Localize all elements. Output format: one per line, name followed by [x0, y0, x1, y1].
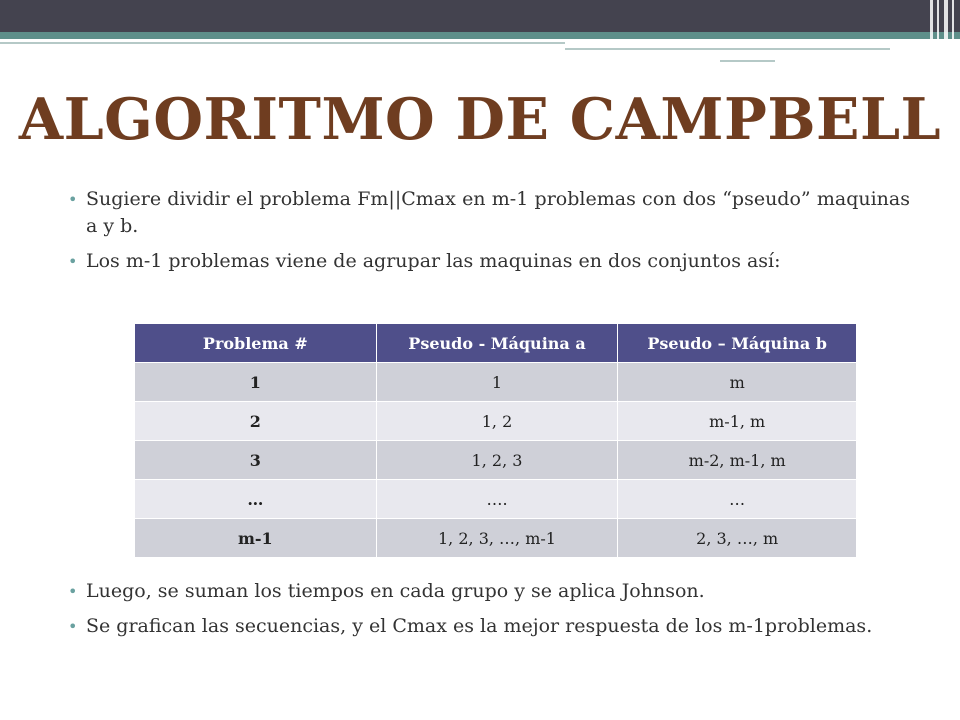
table-row	[135, 402, 857, 441]
header-maquina-a: Pseudo - Máquina a	[376, 324, 618, 363]
bullet-text: Luego, se suman los tiempos en cada grupo y se aplica Johnson.	[86, 580, 705, 602]
table-header-row	[135, 324, 857, 363]
bullet-icon: •	[68, 190, 78, 209]
cell-maquina-b: …	[618, 480, 857, 519]
decorative-stripe	[944, 0, 948, 50]
decorative-stripe	[930, 0, 933, 50]
campbell-table	[134, 323, 857, 558]
top-banner-accent	[0, 32, 960, 39]
bullet-text: Sugiere dividir el problema Fm||Cmax en m-1 problemas con dos “pseudo” maquinas a y b.	[86, 188, 910, 237]
cell-maquina-a: 1, 2, 3	[376, 441, 618, 480]
cell-problema: …	[135, 480, 377, 519]
cell-maquina-a: ….	[376, 480, 618, 519]
cell-maquina-b: 2, 3, …, m	[618, 519, 857, 558]
bullet-icon: •	[68, 252, 78, 271]
bullet-icon: •	[68, 617, 78, 636]
bullet-text: Se grafican las secuencias, y el Cmax es la mejor respuesta de los m-1problemas.	[86, 615, 873, 637]
decorative-line	[720, 60, 775, 62]
cell-maquina-b: m	[618, 363, 857, 402]
top-banner	[0, 0, 960, 32]
cell-problema: m-1	[135, 519, 377, 558]
cell-problema: 2	[135, 402, 377, 441]
header-problema: Problema #	[135, 324, 377, 363]
table-row	[135, 480, 857, 519]
bullet-item	[68, 613, 910, 640]
bullet-icon: •	[68, 582, 78, 601]
decorative-line	[0, 42, 565, 44]
bullet-item	[68, 578, 910, 605]
decorative-stripe	[952, 0, 954, 50]
decorative-stripe	[937, 0, 939, 50]
cell-maquina-a: 1, 2, 3, …, m-1	[376, 519, 618, 558]
cell-problema: 3	[135, 441, 377, 480]
bullet-list-top	[68, 186, 910, 283]
cell-maquina-a: 1, 2	[376, 402, 618, 441]
table-row	[135, 363, 857, 402]
bullet-text: Los m-1 problemas viene de agrupar las maquinas en dos conjuntos así:	[86, 250, 781, 272]
header-maquina-b: Pseudo – Máquina b	[618, 324, 857, 363]
cell-maquina-b: m-2, m-1, m	[618, 441, 857, 480]
table-row	[135, 519, 857, 558]
cell-maquina-b: m-1, m	[618, 402, 857, 441]
cell-problema: 1	[135, 363, 377, 402]
slide-title: ALGORITMO DE CAMPBELL	[18, 86, 942, 153]
table-row	[135, 441, 857, 480]
bullet-item	[68, 186, 910, 240]
cell-maquina-a: 1	[376, 363, 618, 402]
bullet-list-bottom	[68, 578, 910, 648]
decorative-line	[565, 48, 890, 50]
bullet-item	[68, 248, 910, 275]
